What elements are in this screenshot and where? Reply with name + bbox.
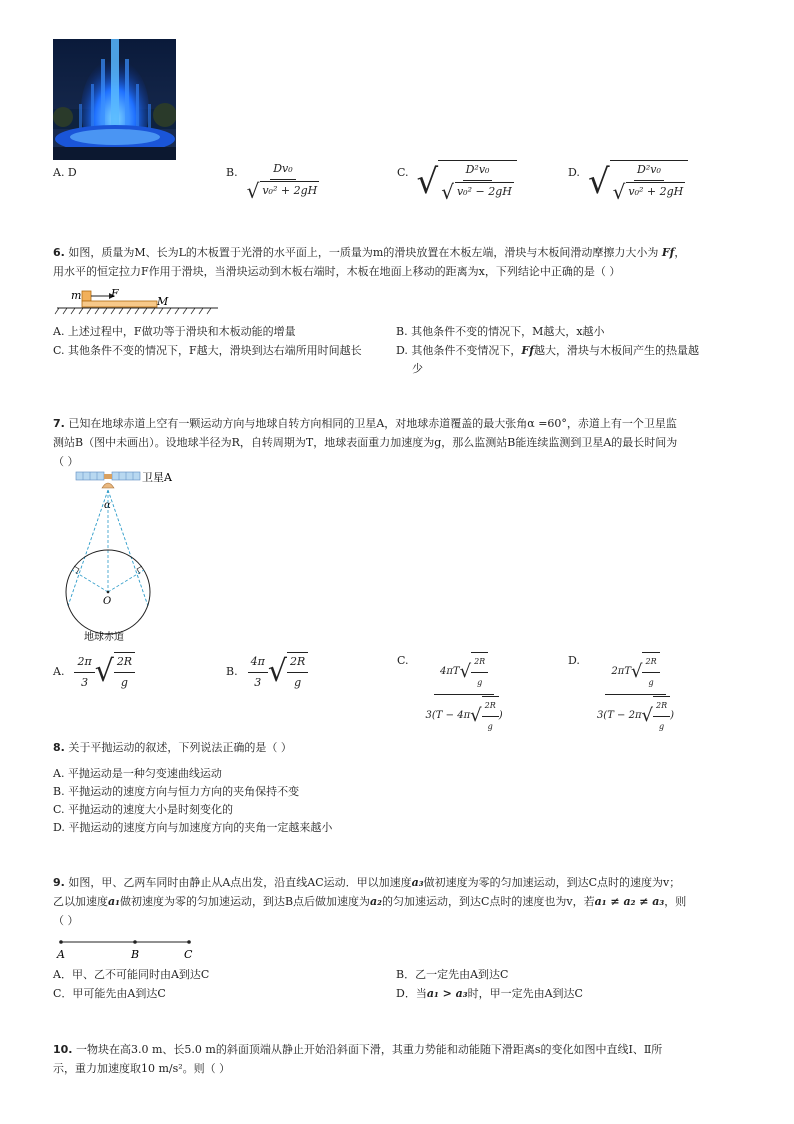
- point-A: [59, 940, 63, 944]
- q9-fig-A-label: A: [57, 948, 65, 961]
- q6-fig-m-label: m: [71, 289, 82, 302]
- q8-option-d[interactable]: D. 平抛运动的速度方向与加速度方向的夹角一定越来越小: [53, 821, 333, 834]
- q7-option-a[interactable]: A. $\frac{2\pi}{3}$ √ $\frac{2R}{g}$: [53, 652, 135, 692]
- q6-fig-M-label: M: [157, 295, 169, 308]
- q6-stem: 6. 如图，质量为M、长为L的木板置于光滑的水平面上，一质量为m的滑块放置在木板左端，滑块与木板间滑动摩擦力大小为 Ff， 用水平的恒定拉力F作用于滑块，当滑块运动到木板右端时，木板在地面上移动的距离为x，下列结论中正确的是（ ）: [53, 246, 686, 278]
- q7-option-c[interactable]: C. 4πT √ $\frac{2R}{g}$ 3(T − 4π √ $\frac{2R}{g}$ ): [397, 652, 506, 736]
- point-B: [133, 940, 137, 944]
- q7-fig-alpha-label: α: [104, 500, 111, 511]
- q7-fig-satellite-label: 卫星A: [142, 471, 172, 484]
- q5-option-c[interactable]: C. √ $\frac{\text{D²v₀}}{\text{√ v₀² − 2gH}}$: [397, 160, 517, 204]
- q9-figure: [53, 936, 203, 962]
- fountain-photo: [53, 39, 176, 160]
- q9-fig-C-label: C: [184, 948, 193, 961]
- q9-option-d[interactable]: D．当a₁ > a₃时，甲一定先由A到达C: [396, 987, 583, 1000]
- q8-stem: 8. 关于平抛运动的叙述，下列说法正确的是（ ）: [53, 741, 292, 754]
- q9-fig-B-label: B: [131, 948, 140, 961]
- q7-figure: [60, 466, 220, 644]
- q6-option-a[interactable]: A. 上述过程中，F做功等于滑块和木板动能的增量: [53, 325, 296, 338]
- q5-option-d[interactable]: D. √ $\frac{\text{D²v₀}}{\text{√ v₀² + 2gH}}$: [568, 160, 688, 204]
- q5-option-b[interactable]: B. $\frac{\text{Dv₀}}{\text{√ v₀² + 2gH}}$: [226, 160, 322, 200]
- q7-fig-O-label: O: [103, 596, 112, 607]
- satellite-icon: [76, 472, 140, 488]
- q6-option-d[interactable]: D. 其他条件不变情况下，Ff越大，滑块与木板间产生的热量越 少: [396, 344, 699, 375]
- q6-fig-F-label: F: [111, 287, 119, 300]
- slider-block: [82, 291, 91, 301]
- q7-option-b[interactable]: B. $\frac{4\pi}{3}$ √ $\frac{2R}{g}$: [226, 652, 308, 692]
- q9-option-a[interactable]: A．甲、乙不可能同时由A到达C: [53, 968, 210, 981]
- q8-option-b[interactable]: B. 平抛运动的速度方向与恒力方向的夹角保持不变: [53, 785, 300, 798]
- q5-option-a[interactable]: A. D: [53, 166, 77, 179]
- q6-option-b[interactable]: B. 其他条件不变的情况下，M越大，x越小: [396, 325, 605, 338]
- q9-stem: 9. 如图，甲、乙两车同时由静止从A点出发，沿直线AC运动．甲以加速度a₃做初速度为零的匀加速运动，到达C点时的速度为v； 乙以加速度a₁做初速度为零的匀加速运动，到达B点后做加速度为a₂的匀加速运动，到达C点时的速度也为v，若a₁ ≠ a₂ ≠ a₃，则 （ ）: [53, 876, 687, 927]
- fountain-image: [53, 39, 176, 160]
- point-C: [187, 940, 191, 944]
- q5-d-fraction: $\frac{\text{D²v₀}}{\text{√ v₀² + 2gH}}$: [610, 160, 689, 201]
- wooden-board: [82, 301, 157, 307]
- ground-hatching: [55, 308, 211, 314]
- q6-option-c[interactable]: C. 其他条件不变的情况下，F越大，滑块到达右端所用时间越长: [53, 344, 362, 357]
- q7-option-d[interactable]: D. 2πT √ $\frac{2R}{g}$ 3(T − 2π √ $\frac{2R}{g}$ ): [568, 652, 677, 736]
- q9-option-b[interactable]: B．乙一定先由A到达C: [396, 968, 509, 981]
- q7-stem: 7. 已知在地球赤道上空有一颗运动方向与地球自转方向相同的卫星A，对地球赤道覆盖的最大张角α =60°，赤道上有一个卫星监 测站B（图中未画出）。设地球半径为R，自转周期为T，地球表面重力加速度为g，那么监测站B能连续监测到卫星A的最长时间为 （ ）: [53, 417, 678, 468]
- q9-option-c[interactable]: C．甲可能先由A到达C: [53, 987, 166, 1000]
- q10-stem: 10. 一物块在高3.0 m、长5.0 m的斜面顶端从静止开始沿斜面下滑，其重力势能和动能随下滑距离s的变化如图中直线Ⅰ、Ⅱ所 示，重力加速度取10 m/s²。则（ ）: [53, 1043, 663, 1075]
- q5-c-fraction: $\frac{\text{D²v₀}}{\text{√ v₀² − 2gH}}$: [438, 160, 517, 201]
- q6-figure: [53, 287, 223, 317]
- q7-fig-caption: 地球赤道: [84, 632, 124, 643]
- q5-b-fraction: $\frac{\text{Dv₀}}{\text{√ v₀² + 2gH}}$: [246, 162, 318, 203]
- q8-option-a[interactable]: A. 平抛运动是一种匀变速曲线运动: [53, 767, 222, 780]
- q8-option-c[interactable]: C. 平抛运动的速度大小是时刻变化的: [53, 803, 234, 816]
